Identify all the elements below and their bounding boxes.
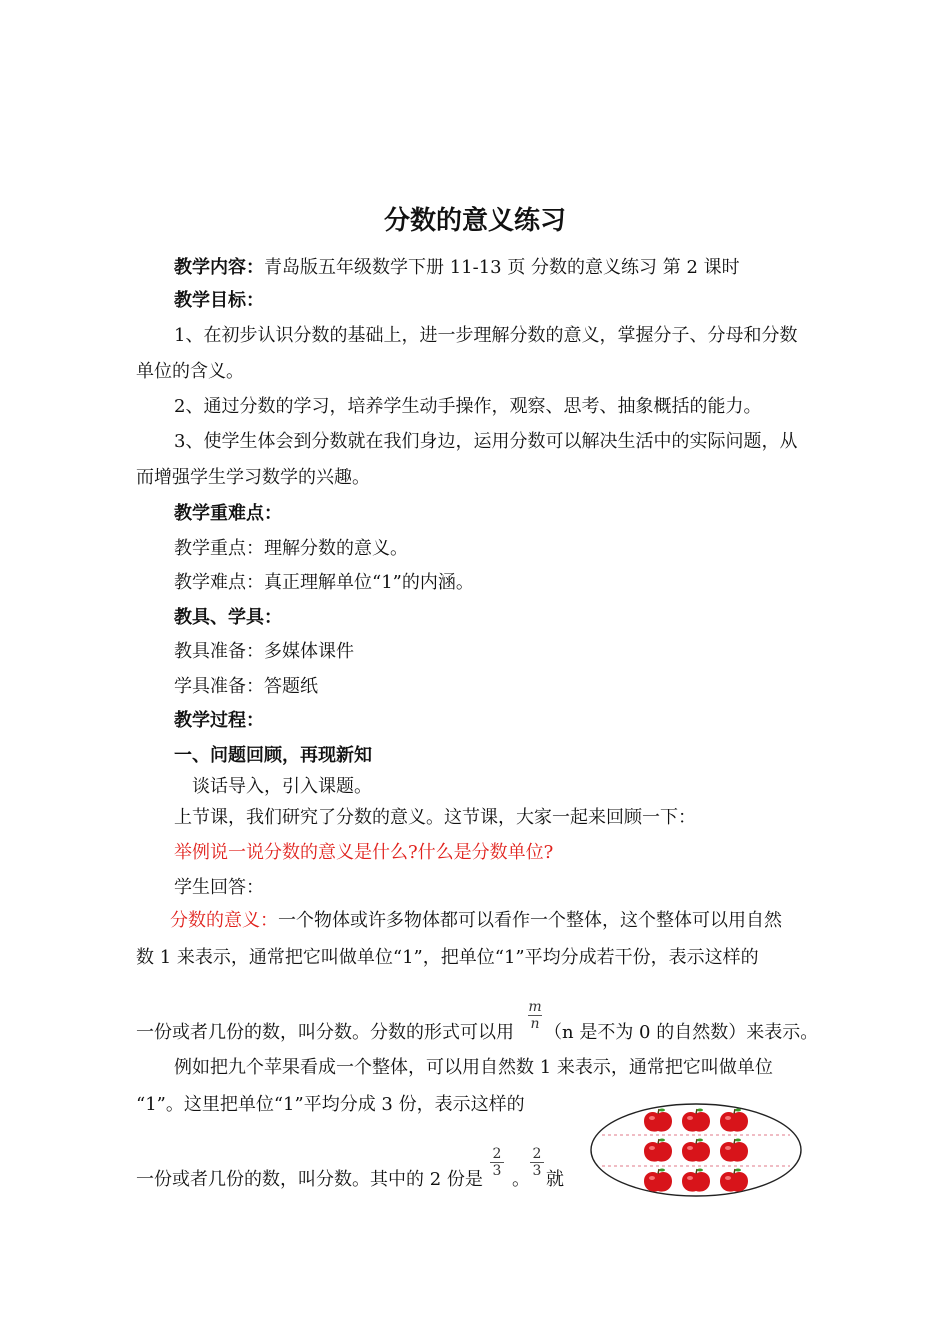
apples-group — [644, 1109, 748, 1192]
fraction-numerator: 2 — [490, 1146, 504, 1163]
meaning-line-c1: 一份或者几份的数，叫分数。分数的形式可以用 — [136, 1022, 514, 1043]
intro-text: 谈话导入，引入课题。 — [192, 776, 372, 797]
page-title: 分数的意义练习 — [383, 206, 566, 236]
example-line-b: “1”。这里把单位“1”平均分成 3 份，表示这样的 — [136, 1094, 525, 1115]
fraction-denominator: n — [530, 1016, 540, 1032]
meaning-line-b: 数 1 来表示，通常把它叫做单位“1”，把单位“1”平均分成若干份，表示这样的 — [136, 947, 759, 968]
apple-diagram — [588, 1100, 804, 1200]
content-line — [174, 256, 740, 280]
process-heading: 教学过程： — [174, 710, 264, 731]
fraction-denominator: 3 — [532, 1163, 542, 1179]
keypoint: 教学重点：理解分数的意义。 — [174, 538, 408, 559]
goal-3-line-b: 而增强学生学习数学的兴趣。 — [136, 467, 370, 488]
content-label: 教学内容： — [174, 257, 264, 278]
student-tools: 学具准备：答题纸 — [174, 676, 318, 697]
fraction-numerator: m — [528, 999, 542, 1015]
recap-text: 上节课，我们研究了分数的意义。这节课，大家一起来回顾一下： — [174, 807, 696, 828]
fraction-two-thirds-a — [490, 1146, 504, 1179]
meaning-label: 分数的意义： — [170, 910, 278, 931]
goal-2: 2、通过分数的学习，培养学生动手操作，观察、思考、抽象概括的能力。 — [174, 396, 762, 417]
content-text: 青岛版五年级数学下册 11-13 页 分数的意义练习 第 2 课时 — [264, 257, 740, 278]
teacher-tools: 教具准备：多媒体课件 — [174, 641, 354, 662]
goals-heading: 教学目标： — [174, 290, 264, 311]
question-text: 举例说一说分数的意义是什么?什么是分数单位? — [174, 842, 554, 863]
meaning-text-a: 一个物体或许多物体都可以看作一个整体，这个整体可以用自然 — [278, 910, 782, 931]
student-answer-label: 学生回答： — [174, 877, 264, 898]
goal-1-line-a: 1、在初步认识分数的基础上，进一步理解分数的意义，掌握分子、分母和分数 — [174, 325, 798, 346]
example-line-c3: 就 — [546, 1169, 564, 1190]
example-line-a: 例如把九个苹果看成一个整体，可以用自然数 1 来表示，通常把它叫做单位 — [174, 1057, 773, 1078]
fraction-two-thirds-b — [530, 1146, 544, 1179]
goal-3-line-a: 3、使学生体会到分数就在我们身边，运用分数可以解决生活中的实际问题，从 — [174, 431, 798, 452]
fraction-numerator: 2 — [530, 1146, 544, 1163]
meaning-line-c2: （n 是不为 0 的自然数）来表示。 — [544, 1022, 819, 1043]
meaning-line-a — [170, 909, 782, 933]
keypoints-heading: 教学重难点： — [174, 503, 282, 524]
section-1-heading: 一、问题回顾，再现新知 — [174, 745, 372, 766]
fraction-m-over-n — [528, 999, 542, 1032]
difficulty: 教学难点：真正理解单位“1”的内涵。 — [174, 572, 474, 593]
tools-heading: 教具、学具： — [174, 607, 282, 628]
goal-1-line-b: 单位的含义。 — [136, 361, 244, 382]
fraction-denominator: 3 — [492, 1163, 502, 1179]
example-line-c1: 一份或者几份的数，叫分数。其中的 2 份是 — [136, 1169, 483, 1190]
example-line-c2: 。 — [512, 1169, 530, 1190]
